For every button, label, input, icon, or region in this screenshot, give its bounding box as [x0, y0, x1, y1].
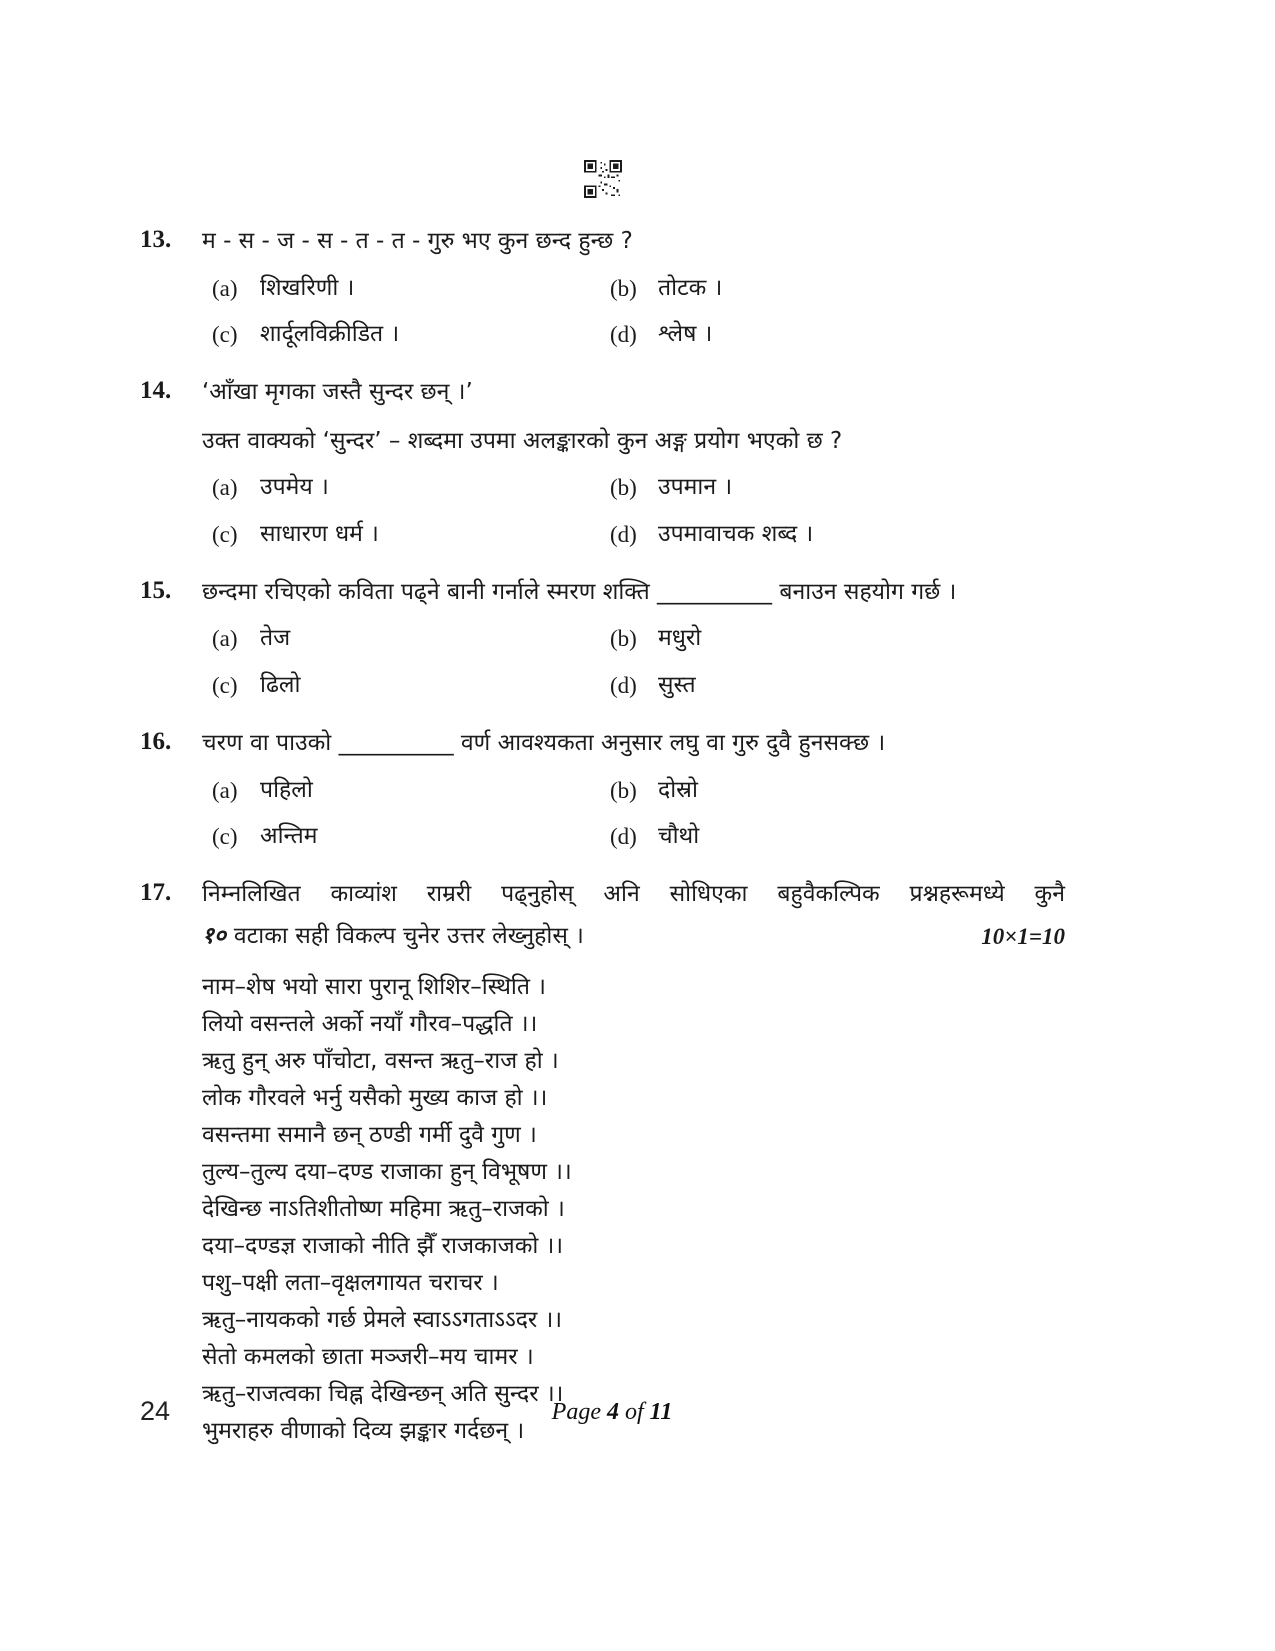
option-text: उपमावाचक शब्द ।: [658, 520, 814, 547]
question-14-quote: ‘आँखा मृगका जस्तै सुन्दर छन् ।’: [202, 379, 473, 406]
qr-code-icon: [584, 160, 622, 198]
question-13-option-b: [600, 272, 1065, 305]
question-17-marks: 10×1=10: [981, 923, 1065, 949]
paper-code: 24: [140, 1396, 171, 1426]
question-15-option-d: [600, 669, 1065, 702]
poem-passage: [202, 969, 1065, 1450]
question-13-number: 13.: [140, 226, 172, 253]
question-13-option-c: [202, 318, 600, 351]
question-17: [140, 877, 1065, 1450]
option-text: उपमेय ।: [260, 474, 329, 501]
question-16-options: [202, 774, 1065, 854]
question-16-option-d: [600, 820, 1065, 853]
question-17-intro-line2: [202, 920, 1065, 953]
question-14-option-d: [600, 518, 1065, 551]
question-16-option-b: [600, 774, 1065, 807]
option-text: श्लेष ।: [658, 320, 713, 347]
option-text: तोटक ।: [658, 274, 723, 301]
qr-code-container: [140, 160, 1065, 202]
option-label: (c): [212, 672, 238, 698]
option-label: (b): [610, 777, 637, 803]
question-15-option-b: [600, 622, 1065, 655]
option-text: दोस्रो: [658, 776, 698, 803]
option-text: पहिलो: [260, 776, 313, 803]
question-15-number: 15.: [140, 576, 172, 604]
option-text: तेज: [260, 625, 291, 652]
option-label: (b): [610, 275, 637, 301]
question-14-option-c: [202, 518, 600, 551]
option-label: (c): [212, 823, 238, 849]
option-label: (d): [610, 321, 637, 347]
question-16-option-c: [202, 820, 600, 853]
question-16-number: 16.: [140, 728, 172, 756]
question-13-option-a: [202, 272, 600, 305]
option-text: मधुरो: [658, 625, 702, 652]
option-label: (a): [212, 777, 238, 803]
poem-line: ऋतु–राजत्वका चिह्न देखिन्छन् अति सुन्दर ।।: [202, 1381, 564, 1408]
question-14-number: 14.: [140, 377, 172, 405]
page-number: 4: [606, 1399, 619, 1425]
option-label: (b): [610, 475, 637, 501]
question-14: [140, 375, 1065, 551]
question-16: [140, 726, 1065, 853]
page-indicator: [0, 1399, 1224, 1426]
poem-line: देखिन्छ नाऽतिशीतोष्ण महिमा ऋतु–राजको ।: [202, 1196, 565, 1223]
option-label: (b): [610, 626, 637, 652]
page-total: 11: [649, 1399, 673, 1425]
question-15-option-a: [202, 622, 600, 655]
question-14-option-a: [202, 471, 600, 504]
poem-line: भुमराहरु वीणाको दिव्य झङ्कार गर्दछन् ।: [202, 1418, 525, 1445]
question-17-number: 17.: [140, 879, 172, 907]
question-17-intro-text: वटाका सही विकल्प चुनेर उत्तर लेख्नुहोस् ।: [233, 922, 584, 949]
option-text: चौथो: [658, 822, 700, 849]
poem-line: लोक गौरवले भर्नु यसैको मुख्य काज हो ।।: [202, 1085, 548, 1112]
option-text: शार्दूलविक्रीडित ।: [260, 320, 400, 347]
option-label: (a): [212, 475, 238, 501]
question-17-count: १०: [202, 922, 226, 949]
question-13-options: [202, 272, 1065, 352]
question-15-option-c: [202, 669, 600, 702]
poem-line: लियो वसन्तले अर्को नयाँ गौरव–पद्धति ।।: [202, 1011, 538, 1038]
question-14-text: उक्त वाक्यको ‘सुन्दर’ – शब्दमा उपमा अलङ्कारको कुन अङ्ग प्रयोग भएको छ ?: [202, 427, 843, 454]
option-label: (c): [212, 321, 238, 347]
option-text: अन्तिम: [260, 822, 318, 849]
option-label: (c): [212, 521, 238, 547]
page-indicator-label: Page: [551, 1399, 601, 1425]
question-17-intro-line1: निम्नलिखित काव्यांश राम्ररी पढ्नुहोस् अनि सोधिएका बहुवैकल्पिक प्रश्नहरूमध्ये कुनै: [202, 881, 1065, 908]
poem-line: सेतो कमलको छाता मञ्जरी–मय चामर ।: [202, 1344, 534, 1371]
question-15: [140, 575, 1065, 702]
poem-line: दया–दण्डज्ञ राजाको नीति झैँ राजकाजको ।।: [202, 1233, 564, 1260]
page-content: [140, 160, 1065, 1474]
option-label: (a): [212, 275, 238, 301]
poem-line: नाम–शेष भयो सारा पुरानू शिशिर–स्थिति ।: [202, 974, 547, 1001]
poem-line: पशु–पक्षी लता–वृक्षलगायत चराचर ।: [202, 1270, 499, 1297]
question-16-text: चरण वा पाउको __________ वर्ण आवश्यकता अनुसार लघु वा गुरु दुवै हुनसक्छ ।: [202, 730, 886, 757]
question-13-option-d: [600, 318, 1065, 351]
option-text: उपमान ।: [658, 474, 733, 501]
poem-line: वसन्तमा समानै छन् ठण्डी गर्मी दुवै गुण ।: [202, 1122, 537, 1149]
option-label: (a): [212, 626, 238, 652]
poem-line: ऋतु–नायकको गर्छ प्रेमले स्वाऽऽगताऽऽदर ।।: [202, 1307, 563, 1334]
option-text: सुस्त: [658, 671, 696, 698]
question-13: [140, 224, 1065, 351]
page-indicator-of: of: [624, 1399, 644, 1425]
question-15-options: [202, 622, 1065, 702]
option-text: साधारण धर्म ।: [260, 520, 379, 547]
option-label: (d): [610, 672, 637, 698]
poem-line: ऋतु हुन् अरु पाँचोटा, वसन्त ऋतु–राज हो ।: [202, 1048, 559, 1075]
poem-line: तुल्य–तुल्य दया–दण्ड राजाका हुन् विभूषण ।।: [202, 1159, 572, 1186]
question-15-text: छन्दमा रचिएको कविता पढ्ने बानी गर्नाले स्मरण शक्ति __________ बनाउन सहयोग गर्छ ।: [202, 578, 957, 605]
question-14-option-b: [600, 471, 1065, 504]
question-14-options: [202, 471, 1065, 551]
question-13-text: म - स - ज - स - त - त - गुरु भए कुन छन्द हुन्छ ?: [202, 228, 633, 254]
option-label: (d): [610, 521, 637, 547]
option-text: ढिलो: [260, 671, 301, 698]
question-16-option-a: [202, 774, 600, 807]
option-label: (d): [610, 823, 637, 849]
option-text: शिखरिणी ।: [260, 274, 355, 301]
